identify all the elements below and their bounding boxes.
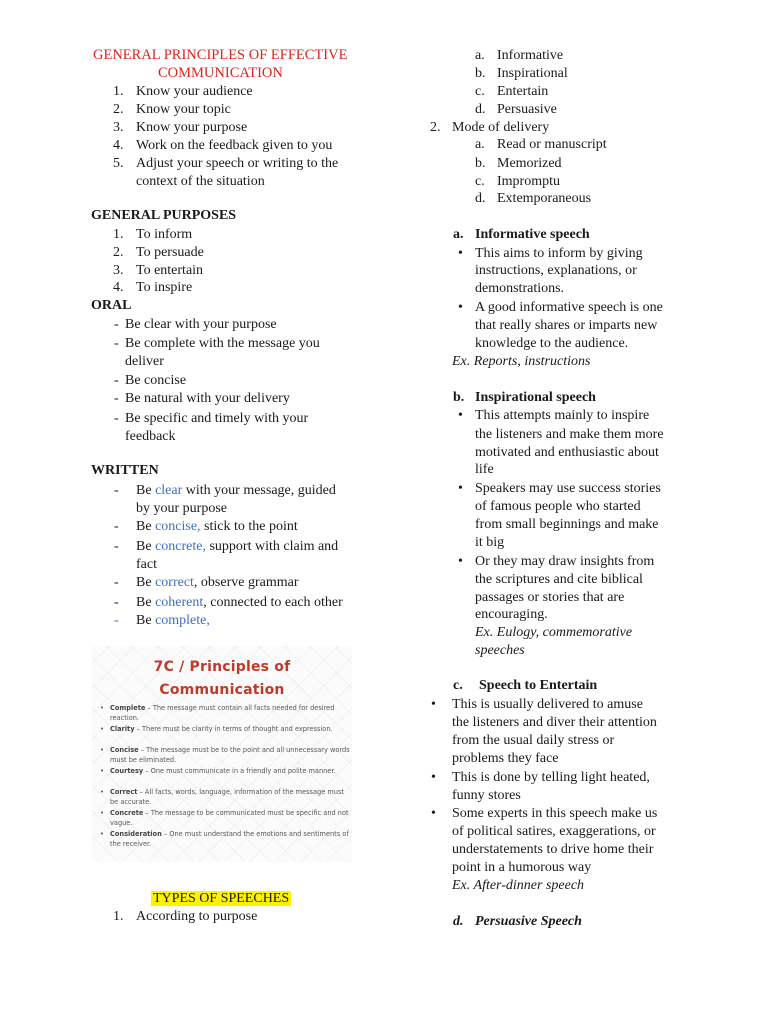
card-item bbox=[100, 746, 350, 765]
bullet-arrow-icon: • bbox=[100, 767, 104, 775]
bullet-line: Speakers may use success stories bbox=[475, 481, 661, 496]
list-marker: 2. bbox=[113, 245, 124, 260]
list-marker: a. bbox=[475, 48, 485, 63]
card-item-desc: – The message must be to the point and all unnecessary words must be eliminated. bbox=[110, 746, 350, 764]
card-item bbox=[100, 809, 350, 828]
bullet-line: that really shares or imparts new bbox=[475, 318, 658, 333]
bullet-line: the listeners and make them more bbox=[475, 427, 664, 442]
list-item: According to purpose bbox=[136, 909, 258, 924]
card-item-term: Clarity bbox=[110, 725, 135, 733]
bullet-line: problems they face bbox=[452, 751, 559, 766]
dash-marker: - bbox=[114, 595, 119, 610]
list-item: Read or manuscript bbox=[497, 137, 607, 152]
bullet-arrow-icon: • bbox=[100, 788, 104, 796]
card-item-term: Consideration bbox=[110, 830, 162, 838]
dash-marker: - bbox=[114, 519, 119, 534]
list-marker: 2. bbox=[430, 120, 441, 135]
list-marker: 4. bbox=[113, 138, 124, 153]
dash-marker: - bbox=[114, 336, 119, 351]
list-marker: 5. bbox=[113, 156, 124, 171]
list-item: To entertain bbox=[136, 263, 204, 278]
bullet-line: passages or stories that are bbox=[475, 590, 625, 605]
item-prefix: Be bbox=[136, 519, 156, 534]
example-text: Ex. After-dinner speech bbox=[452, 878, 585, 893]
bullet-icon: • bbox=[431, 806, 436, 821]
list-marker: 1. bbox=[113, 84, 124, 99]
list-item: Informative bbox=[497, 48, 564, 63]
list-marker: 1. bbox=[113, 227, 124, 242]
list-item: Be natural with your delivery bbox=[125, 391, 290, 406]
list-marker: 4. bbox=[113, 280, 124, 295]
keyword: coherent bbox=[155, 595, 204, 610]
dash-marker: - bbox=[114, 391, 119, 406]
bullet-line: life bbox=[475, 462, 494, 477]
bullet-line: the listeners and diver their attention bbox=[452, 715, 657, 730]
bullet-icon: • bbox=[458, 408, 463, 423]
item-suffix: , observe grammar bbox=[193, 575, 299, 590]
card-item-term: Concise bbox=[110, 746, 139, 754]
list-item bbox=[136, 594, 343, 612]
bullet-icon: • bbox=[431, 697, 436, 712]
list-item: Memorized bbox=[497, 156, 562, 171]
inspirational-speech-heading: Inspirational speech bbox=[475, 390, 596, 405]
bullet-line: This aims to inform by giving bbox=[475, 246, 643, 261]
bullet-line: of political satires, exaggerations, or bbox=[452, 824, 656, 839]
keyword: concrete, bbox=[155, 539, 206, 554]
list-item: To persuade bbox=[136, 245, 204, 260]
page-title-line1: GENERAL PRINCIPLES OF EFFECTIVE bbox=[93, 47, 348, 63]
bullet-arrow-icon: • bbox=[100, 830, 104, 838]
list-item: Be complete with the message you bbox=[125, 336, 320, 351]
highlighted-heading: TYPES OF SPEECHES bbox=[153, 891, 290, 906]
bullet-line: it big bbox=[475, 535, 505, 550]
bullet-line: knowledge to the audience. bbox=[475, 336, 629, 351]
bullet-line: Or they may draw insights from bbox=[475, 554, 655, 569]
bullet-line: point in a humorous way bbox=[452, 860, 592, 875]
keyword: clear bbox=[155, 483, 183, 498]
card-item-desc: – One must communicate in a friendly and polite manner. bbox=[143, 767, 336, 775]
item-prefix: Be bbox=[136, 575, 156, 590]
card-item bbox=[100, 788, 350, 807]
card-item bbox=[100, 704, 350, 723]
card-title-line2: Communication bbox=[159, 682, 285, 698]
card-item-desc: – The message to be communicated must be specific and not vague. bbox=[110, 809, 349, 827]
bullet-line: A good informative speech is one bbox=[475, 300, 663, 315]
list-item bbox=[136, 612, 210, 630]
item-prefix: Be bbox=[136, 595, 156, 610]
dash-marker: - bbox=[114, 575, 119, 590]
bullet-line: from small beginnings and make bbox=[475, 517, 659, 532]
list-item-continuation: by your purpose bbox=[136, 501, 227, 516]
bullet-arrow-icon: • bbox=[100, 704, 104, 712]
section-marker: d. bbox=[453, 914, 464, 929]
list-item: Mode of delivery bbox=[452, 120, 550, 135]
card-item-desc: – There must be clarity in terms of thought and expression. bbox=[134, 725, 333, 733]
card-item-desc: – The message must contain all facts needed for desired reaction. bbox=[110, 704, 335, 722]
list-marker: d. bbox=[475, 102, 486, 117]
bullet-line: instructions, explanations, or bbox=[475, 263, 637, 278]
list-marker: 2. bbox=[113, 102, 124, 117]
list-marker: b. bbox=[475, 66, 486, 81]
section-marker: b. bbox=[453, 390, 465, 405]
bullet-icon: • bbox=[458, 246, 463, 261]
list-marker: b. bbox=[475, 156, 486, 171]
dash-marker: - bbox=[114, 613, 119, 628]
bullet-arrow-icon: • bbox=[100, 725, 104, 733]
bullet-icon: • bbox=[431, 770, 436, 785]
list-item: To inspire bbox=[136, 280, 193, 295]
dash-marker: - bbox=[114, 317, 119, 332]
list-item: Adjust your speech or writing to the bbox=[136, 156, 339, 171]
dash-marker: - bbox=[114, 483, 119, 498]
card-item-desc: – One must understand the emotions and sentiments of the receiver. bbox=[110, 830, 349, 848]
list-marker: c. bbox=[475, 174, 485, 189]
bullet-line: of famous people who started bbox=[475, 499, 641, 514]
bullet-line: Some experts in this speech make us bbox=[452, 806, 658, 821]
dash-marker: - bbox=[114, 539, 119, 554]
item-suffix: with your message, guided bbox=[182, 483, 336, 498]
section-marker: c. bbox=[453, 678, 463, 693]
card-item bbox=[100, 725, 350, 735]
list-item bbox=[136, 574, 299, 592]
list-item: Persuasive bbox=[497, 102, 557, 117]
list-item: Work on the feedback given to you bbox=[136, 138, 333, 153]
list-item: Be specific and timely with your bbox=[125, 411, 309, 426]
card-title-line1: 7C / Principles of bbox=[153, 659, 291, 675]
card-item bbox=[100, 767, 350, 777]
list-marker: d. bbox=[475, 191, 486, 206]
list-marker: 1. bbox=[113, 909, 124, 924]
bullet-line: This attempts mainly to inspire bbox=[475, 408, 650, 423]
list-item-continuation: fact bbox=[136, 557, 157, 572]
list-item-continuation: deliver bbox=[125, 354, 164, 369]
dash-marker: - bbox=[114, 373, 119, 388]
list-item bbox=[136, 538, 338, 556]
item-suffix: , connected to each other bbox=[203, 595, 343, 610]
card-item-term: Complete bbox=[110, 704, 146, 712]
list-marker: c. bbox=[475, 84, 485, 99]
list-item: Inspirational bbox=[497, 66, 568, 81]
list-item-continuation: context of the situation bbox=[136, 174, 265, 189]
seven-c-principles-image bbox=[92, 646, 352, 862]
bullet-line: motivated and enthusiastic about bbox=[475, 445, 659, 460]
keyword: concise, bbox=[155, 519, 201, 534]
bullet-icon: • bbox=[458, 554, 463, 569]
bullet-arrow-icon: • bbox=[100, 809, 104, 817]
dash-marker: - bbox=[114, 411, 119, 426]
bullet-icon: • bbox=[458, 300, 463, 315]
item-suffix: support with claim and bbox=[205, 539, 339, 554]
list-item: Be concise bbox=[125, 373, 187, 388]
bullet-line: the scriptures and cite biblical bbox=[475, 572, 643, 587]
types-of-speeches-heading bbox=[151, 890, 291, 908]
list-item: Impromptu bbox=[497, 174, 560, 189]
oral-heading: ORAL bbox=[91, 298, 132, 313]
list-item bbox=[136, 518, 298, 536]
keyword: correct bbox=[155, 575, 194, 590]
list-item: Be clear with your purpose bbox=[125, 317, 277, 332]
list-item bbox=[136, 482, 336, 500]
example-text: Ex. Eulogy, commemorative bbox=[475, 625, 633, 640]
bullet-line: This is done by telling light heated, bbox=[452, 770, 650, 785]
list-item: Know your topic bbox=[136, 102, 231, 117]
list-item: Entertain bbox=[497, 84, 549, 99]
bullet-line: encouraging. bbox=[475, 607, 548, 622]
example-text: speeches bbox=[475, 643, 525, 658]
list-item: Know your audience bbox=[136, 84, 253, 99]
item-prefix: Be bbox=[136, 613, 156, 628]
item-suffix: stick to the point bbox=[200, 519, 298, 534]
list-item: To inform bbox=[136, 227, 193, 242]
list-item: Extemporaneous bbox=[497, 191, 592, 206]
list-marker: a. bbox=[475, 137, 485, 152]
list-marker: 3. bbox=[113, 263, 124, 278]
card-item bbox=[100, 830, 350, 849]
page-title-line2: COMMUNICATION bbox=[158, 65, 283, 81]
keyword: complete, bbox=[155, 613, 210, 628]
informative-speech-heading: Informative speech bbox=[475, 227, 590, 242]
section-marker: a. bbox=[453, 227, 464, 242]
list-marker: 3. bbox=[113, 120, 124, 135]
item-prefix: Be bbox=[136, 539, 156, 554]
example-text: Ex. Reports, instructions bbox=[452, 354, 591, 369]
bullet-line: funny stores bbox=[452, 788, 521, 803]
bullet-line: understatements to drive home their bbox=[452, 842, 654, 857]
bullet-line: This is usually delivered to amuse bbox=[452, 697, 643, 712]
general-purposes-heading: GENERAL PURPOSES bbox=[91, 208, 237, 223]
card-item-term: Correct bbox=[110, 788, 138, 796]
list-item: Know your purpose bbox=[136, 120, 248, 135]
list-item-continuation: feedback bbox=[125, 429, 176, 444]
card-item-term: Concrete bbox=[110, 809, 144, 817]
card-item-desc: – All facts, words, language, information of the message must be accurate. bbox=[110, 788, 344, 806]
bullet-arrow-icon: • bbox=[100, 746, 104, 754]
speech-to-entertain-heading: Speech to Entertain bbox=[479, 678, 598, 693]
item-prefix: Be bbox=[136, 483, 156, 498]
written-heading: WRITTEN bbox=[91, 463, 159, 478]
bullet-line: demonstrations. bbox=[475, 281, 565, 296]
bullet-line: from the usual daily stress or bbox=[452, 733, 615, 748]
persuasive-speech-heading: Persuasive Speech bbox=[475, 914, 582, 929]
bullet-icon: • bbox=[458, 481, 463, 496]
card-item-term: Courtesy bbox=[110, 767, 144, 775]
